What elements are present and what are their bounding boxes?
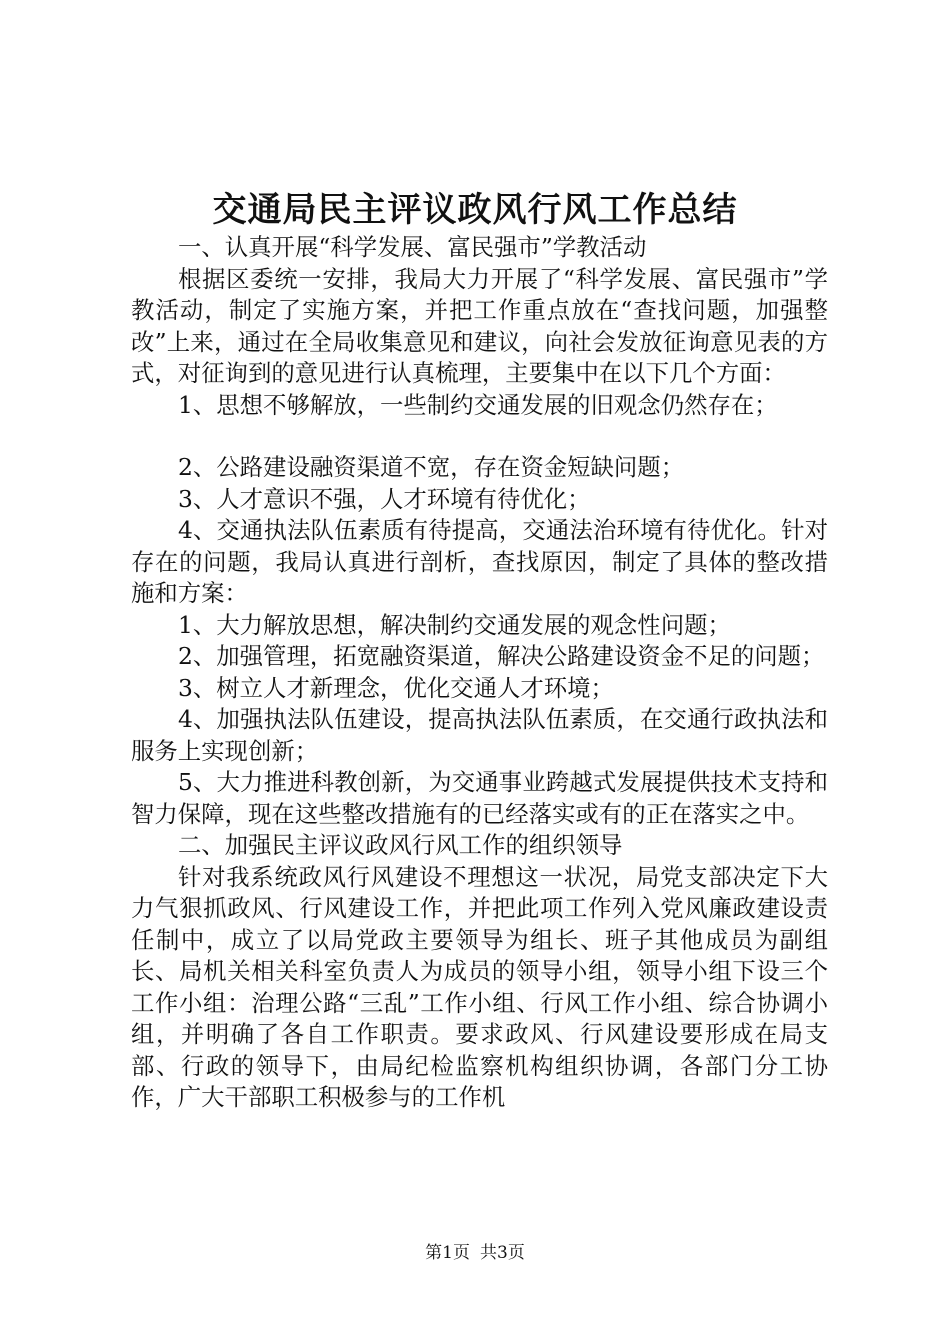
page-footer	[0, 1242, 950, 1264]
list-item: 1、大力解放思想，解决制约交通发展的观念性问题；	[178, 610, 731, 639]
list-item: 4、交通执法队伍素质有待提高，交通法治环境有待优化。针对存在的问题，我局认真进行剖析，查找原因，制定了具体的整改措施和方案：	[131, 516, 828, 607]
list-item: 5、大力推进科教创新，为交通事业跨越式发展提供技术支持和智力保障，现在这些整改措施有的已经落实或有的正在落实之中。	[131, 768, 828, 828]
list-item: 2、公路建设融资渠道不宽，存在资金短缺问题；	[178, 453, 685, 481]
paragraph: 针对我系统政风行风建设不理想这一状况，局党支部决定下大力气狠抓政风、行风建设工作，并把此项工作列入党风廉政建设责任制中，成立了以局党政主要领导为组长、班子其他成员为副组长、局机关相关科室负责人为成员的领导小组，领导小组下设三个工作小组：治理公路“三乱”工作小组、行风工作小组、综合协调小组，并明确了各自工作职责。要求政风、行风建设要形成在局支部、行政的领导下，由局纪检监察机构组织协调，各部门分工协作，广大干部职工积极参与的工作机	[131, 862, 828, 1111]
document-body	[131, 232, 828, 1114]
page-total: 共3页	[480, 1243, 525, 1263]
document-title: 交通局民主评议政风行风工作总结	[212, 190, 738, 230]
section-heading-1: 一、认真开展“科学发展、富民强市”学教活动	[178, 233, 647, 261]
list-item: 4、加强执法队伍建设，提高执法队伍素质，在交通行政执法和服务上实现创新；	[131, 705, 828, 765]
section-heading-2: 二、加强民主评议政风行风工作的组织领导	[178, 831, 623, 859]
list-item: 1、思想不够解放，一些制约交通发展的旧观念仍然存在；	[178, 390, 778, 419]
page-number: 第1页	[425, 1243, 470, 1263]
list-item: 2、加强管理，拓宽融资渠道，解决公路建设资金不足的问题；	[178, 642, 825, 670]
list-item: 3、树立人才新理念，优化交通人才环境；	[178, 673, 614, 702]
list-item: 3、人才意识不强，人才环境有待优化；	[178, 484, 591, 513]
paragraph: 根据区委统一安排，我局大力开展了“科学发展、富民强市”学教活动，制定了实施方案，并把工作重点放在“查找问题，加强整改”上来，通过在全局收集意见和建议，向社会发放征询意见表的方式，对征询到的意见进行认真梳理，主要集中在以下几个方面：	[131, 264, 828, 387]
